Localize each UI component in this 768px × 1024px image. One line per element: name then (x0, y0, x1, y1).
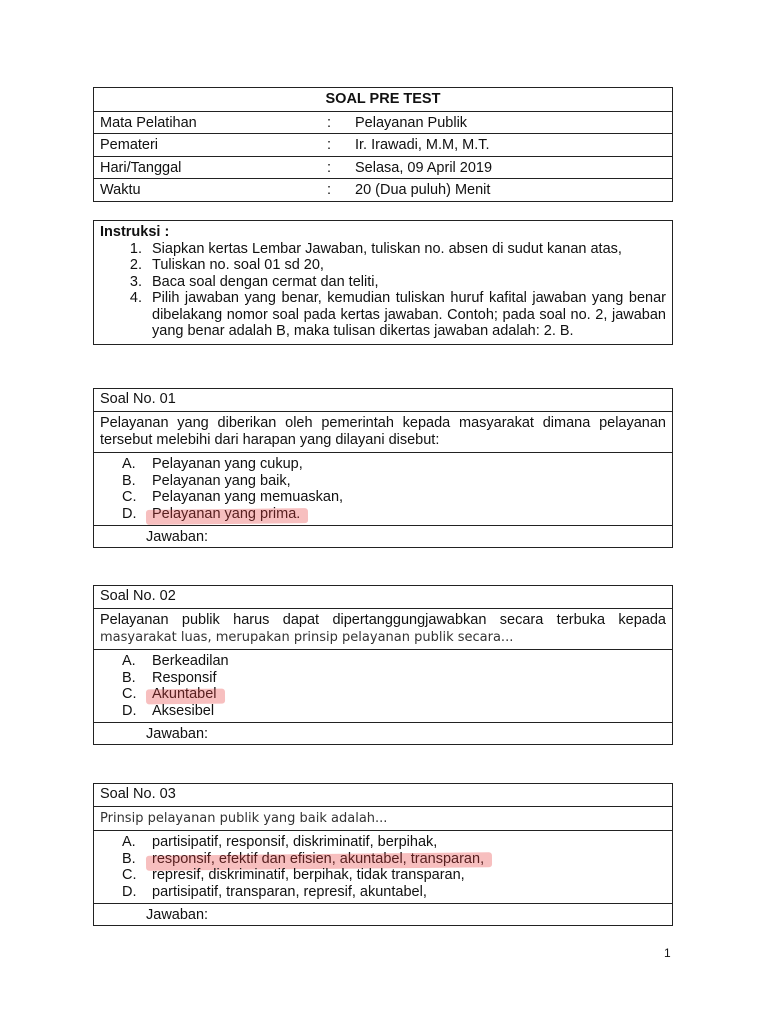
option-c-highlighted (100, 686, 666, 703)
header-row-date (94, 156, 672, 179)
answer-label: Jawaban: (94, 525, 672, 547)
header-value: Selasa, 09 April 2019 (355, 159, 493, 176)
header-separator: : (327, 182, 332, 199)
option-d: D. Aksesibel (122, 702, 215, 719)
option-b: B. Pelayanan yang baik, (122, 472, 291, 489)
header-separator: : (327, 114, 332, 131)
instructions-title: Instruksi : (100, 224, 170, 240)
instruction-item: 4. Pilih jawaban yang benar, kemudian tuliskan huruf kafital jawaban yang benar dibelakang nomor soal pada kertas jawaban. Contoh; pada soal no. 2, jawaban yang benar adalah B, maka tulisan dikertas jawaban adalah: 2. B. (146, 290, 666, 340)
question-text: Prinsip pelayanan publik yang baik adalah... (94, 806, 672, 830)
option-a: A. Pelayanan yang cukup, (122, 456, 303, 472)
option-c: C. represif, diskriminatif, berpihak, tidak transparan, (122, 867, 465, 883)
option-d: D. partisipatif, transparan, represif, akuntabel, (122, 883, 427, 900)
header-row-presenter (94, 133, 672, 156)
instruction-item: 2. Tuliskan no. soal 01 sd 20, (146, 257, 666, 274)
answer-label: Jawaban: (94, 722, 672, 744)
question-text-line: Pelayanan publik harus dapat dipertanggungjawabkan secara terbuka kepada (100, 612, 666, 628)
question-options (94, 830, 672, 903)
instruction-item: 1. Siapkan kertas Lembar Jawaban, tuliskan no. absen di sudut kanan atas, (146, 241, 666, 258)
instructions-box (93, 220, 673, 345)
answer-highlight: C. Akuntabel (122, 686, 217, 702)
header-separator: : (327, 159, 332, 176)
header-table (93, 87, 673, 202)
instruction-item: 3. Baca soal dengan cermat dan teliti, (146, 274, 666, 291)
header-label: Mata Pelatihan (100, 114, 197, 131)
question-text (94, 608, 672, 649)
option-d-highlighted (100, 506, 666, 523)
question-3 (93, 783, 673, 926)
header-label: Waktu (100, 182, 141, 199)
page-title: SOAL PRE TEST (325, 91, 441, 107)
header-row-time (94, 178, 672, 201)
page-number: 1 (664, 946, 671, 960)
question-heading: Soal No. 03 (100, 786, 176, 802)
question-heading: Soal No. 02 (100, 588, 176, 604)
question-options (94, 649, 672, 722)
header-value: Ir. Irawadi, M.M, M.T. (355, 137, 490, 154)
question-1 (93, 388, 673, 548)
question-text-line: masyarakat luas, merupakan prinsip pelayanan publik secara... (100, 630, 514, 645)
answer-highlight: D. Pelayanan yang prima. (122, 505, 301, 522)
header-label: Pemateri (100, 137, 159, 154)
question-2 (93, 585, 673, 745)
answer-highlight: B. responsif, efektif dan efisien, akuntabel, transparan, (122, 850, 485, 867)
question-heading: Soal No. 01 (100, 391, 176, 407)
header-value: Pelayanan Publik (355, 114, 468, 131)
instructions-list (100, 241, 666, 340)
question-text: Pelayanan yang diberikan oleh pemerintah kepada masyarakat dimana pelayanan tersebut melebihi dari harapan yang dilayani disebut: (94, 411, 672, 452)
option-c: C. Pelayanan yang memuaskan, (122, 489, 344, 505)
header-value: 20 (Dua puluh) Menit (355, 182, 491, 199)
header-row-subject (94, 111, 672, 134)
option-a: A. Berkeadilan (122, 653, 229, 669)
option-a: A. partisipatif, responsif, diskriminatif, berpihak, (122, 834, 438, 850)
option-b-highlighted (100, 851, 666, 868)
answer-label: Jawaban: (94, 903, 672, 925)
question-options (94, 452, 672, 525)
option-b: B. Responsif (122, 669, 217, 686)
header-separator: : (327, 137, 332, 154)
header-label: Hari/Tanggal (100, 159, 182, 176)
